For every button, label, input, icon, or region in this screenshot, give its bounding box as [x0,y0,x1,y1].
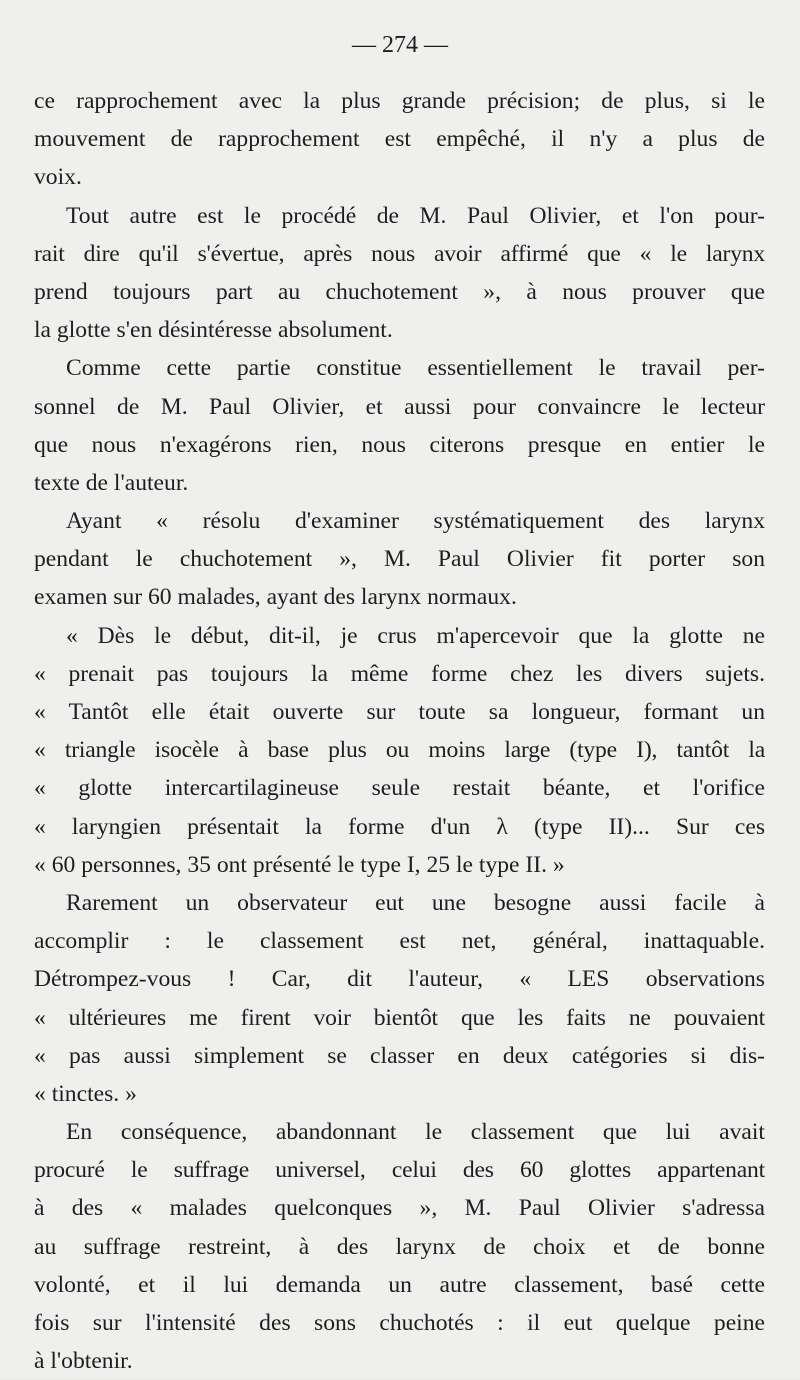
text-line: « 60 personnes, 35 ont présenté le type I, 25 le type II. » [34,851,565,878]
text-line: « tinctes. » [34,1080,137,1107]
text-line: voix. [34,164,82,191]
text-line: Rarement un observateur eut une besogne aussi facile à [66,889,765,916]
text-line: « prenait pas toujours la même forme chez les divers sujets. [34,660,765,687]
text-line: fois sur l'intensité des sons chuchotés : il eut quelque peine [34,1310,765,1336]
text-line: Ayant « résolu d'examiner systématiquement des larynx [66,508,765,535]
text-line: la glotte s'en désintéresse absolument. [34,317,393,344]
text-line: Tout autre est le procédé de M. Paul Olivier, et l'on pour- [66,202,765,229]
text-line: « Tantôt elle était ouverte sur toute sa longueur, formant un [34,699,765,725]
text-line: volonté, et il lui demanda un autre classement, basé cette [34,1271,765,1298]
text-line: « glotte intercartilagineuse seule restait béante, et l'orifice [34,775,765,802]
text-line: « ultérieures me firent voir bientôt que les faits ne pouvaient [34,1004,765,1031]
text-line: au suffrage restreint, à des larynx de choix et de bonne [34,1233,765,1260]
page-number: — 274 — [352,32,448,58]
text-line: « pas aussi simplement se classer en deux catégories si dis- [34,1042,765,1069]
text-line: sonnel de M. Paul Olivier, et aussi pour convaincre le lecteur [34,393,765,420]
text-line: ce rapprochement avec la plus grande précision; de plus, si le [34,88,765,114]
text-line: « Dès le début, dit-il, je crus m'apercevoir que la glotte ne [66,622,765,649]
body-text [34,82,765,1380]
text-line: « laryngien présentait la forme d'un λ (type II)... Sur ces [34,813,765,840]
text-line: accomplir : le classement est net, général, inattaquable. [34,928,765,955]
text-line: En conséquence, abandonnant le classement que lui avait [66,1119,765,1146]
text-line: texte de l'auteur. [34,469,189,496]
text-line: à l'obtenir. [34,1348,133,1375]
text-line: rait dire qu'il s'évertue, après nous avoir affirmé que « le larynx [34,240,765,267]
text-line: pendant le chuchotement », M. Paul Olivier fit porter son [34,546,765,573]
text-line: que nous n'exagérons rien, nous citerons presque en entier le [34,431,765,458]
text-line: examen sur 60 malades, ayant des larynx normaux. [34,584,517,611]
text-line: prend toujours part au chuchotement », à nous prouver que [34,278,765,305]
text-line: « triangle isocèle à base plus ou moins large (type I), tantôt la [34,737,765,764]
text-line: Détrompez-vous ! Car, dit l'auteur, « LES observations [34,966,765,993]
text-line: procuré le suffrage universel, celui des 60 glottes appartenant [34,1157,765,1184]
text-line: mouvement de rapprochement est empêché, il n'y a plus de [34,126,765,153]
text-line: à des « malades quelconques », M. Paul Olivier s'adressa [34,1195,765,1222]
text-line: Comme cette partie constitue essentiellement le travail per- [66,355,765,382]
